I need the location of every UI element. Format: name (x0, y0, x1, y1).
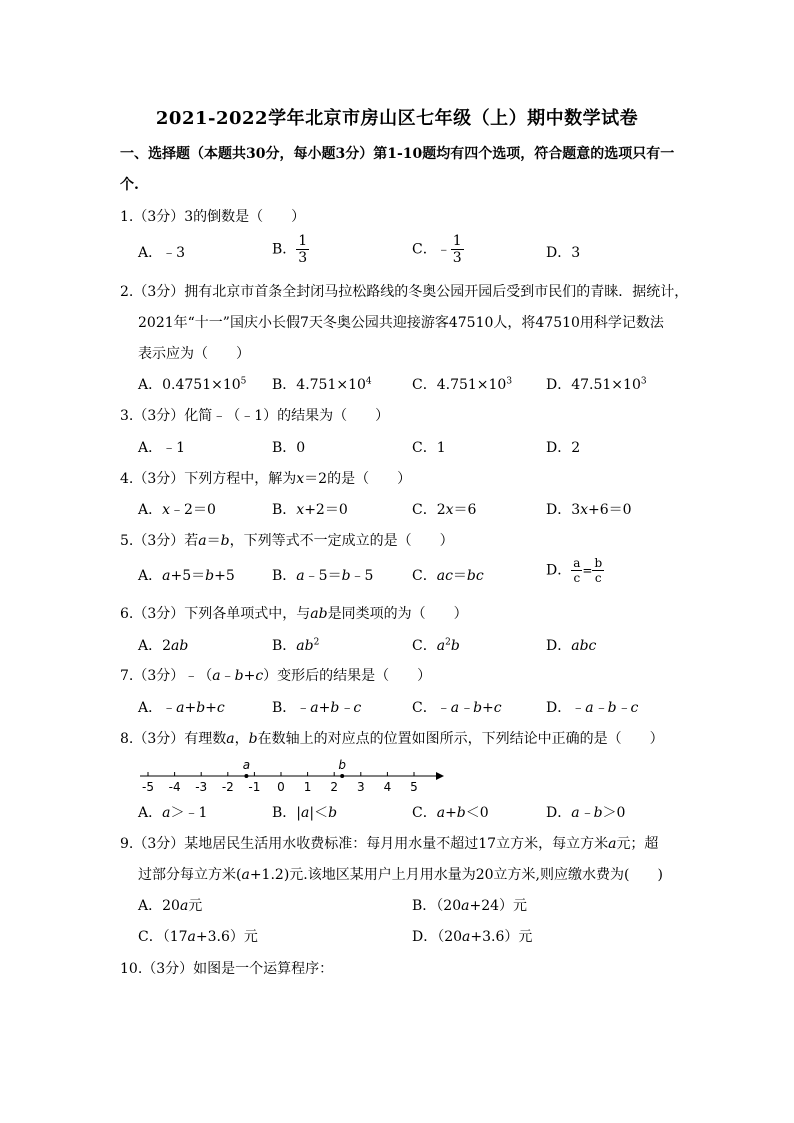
fraction: $\frac{a}{c}$ (573, 556, 581, 585)
question-1-option-b: B． $\frac{1}{3}$ (272, 233, 308, 266)
section-heading-line1: 一、选择题（本题共30分，每小题3分）第1-10题均有四个选项，符合题意的选项只有一 (120, 146, 675, 162)
point-label-b: b (338, 758, 346, 772)
question-3-stem: 3.（3分）化简﹣（﹣1）的结果为（ ） (120, 408, 390, 424)
question-3-option-a: A．﹣1 (138, 440, 186, 456)
point-marker-a (244, 774, 248, 778)
page-title: 2021-2022学年北京市房山区七年级（上）期中数学试卷 (155, 108, 639, 129)
number-line-points (243, 758, 347, 778)
question-7-option-b: B．﹣a+b﹣c (272, 700, 362, 716)
section-heading-line2: 个. (120, 177, 139, 193)
point-label-a: a (242, 758, 251, 772)
tick-label: 1 (303, 780, 312, 794)
question-1-option-a: A．﹣3 (138, 245, 186, 261)
tick-label: 5 (410, 780, 418, 794)
tick-label: -1 (248, 780, 261, 794)
question-9-option-c: C．（17a+3.6）元 (138, 929, 258, 945)
question-7-option-a: A．﹣a+b+c (138, 700, 225, 716)
question-7-option-d: D．﹣a﹣b﹣c (546, 700, 639, 716)
question-2-option-b: B．$4.751\times 10^4$ (272, 376, 372, 393)
question-2-stem-line3: 表示应为（ ） (138, 346, 250, 362)
tick-label: 3 (356, 780, 365, 794)
question-5-option-b: B．a﹣5＝b﹣5 (272, 568, 374, 584)
question-8-option-c: C．a+b＜0 (412, 805, 489, 821)
question-2-stem-line1: 2.（3分）拥有北京市首条全封闭马拉松路线的冬奥公园开园后受到市民们的青睐．据统计， (120, 284, 689, 300)
question-9-stem-line2: 过部分每立方米(a+1.2)元.该地区某用户上月用水量为20立方米,则应缴水费为( ) (138, 867, 663, 883)
question-8-option-b: B．|a|＜b (272, 805, 338, 821)
question-5-stem: 5.（3分）若a＝b，下列等式不一定成立的是（ ） (120, 533, 454, 549)
axis-arrow-icon (436, 772, 444, 780)
question-6-option-b: B．$ab^2$ (272, 637, 320, 654)
question-4-option-c: C．2x＝6 (412, 502, 477, 518)
question-2-option-c: C．$4.751\times 10^3$ (412, 376, 513, 393)
question-1-option-d: D．3 (546, 245, 581, 261)
fraction: $\frac{1}{3}$ (452, 233, 462, 266)
point-marker-b (340, 774, 344, 778)
question-7-option-c: C．﹣a﹣b+c (412, 700, 502, 716)
fraction: $\frac{1}{3}$ (298, 233, 308, 266)
question-4-stem: 4.（3分）下列方程中，解为x＝2的是（ ） (120, 471, 412, 487)
question-3-option-b: B．0 (272, 440, 306, 456)
tick-label: 4 (383, 780, 392, 794)
tick-label: 0 (277, 780, 285, 794)
question-6-option-d: D．abc (546, 638, 597, 654)
question-1-option-c: C．﹣ $\frac{1}{3}$ (412, 233, 462, 266)
question-3-option-c: C．1 (412, 440, 446, 456)
question-5-option-c: C．ac＝bc (412, 568, 484, 584)
question-4-option-d: D．3x+6＝0 (546, 502, 632, 518)
question-8-option-a: A．a＞﹣1 (138, 805, 208, 821)
number-line-ticks (142, 772, 418, 794)
question-7-stem: 7.（3分）﹣（a﹣b+c）变形后的结果是（ ） (120, 668, 432, 684)
number-line-figure (140, 752, 450, 796)
question-9-option-b: B．（20a+24）元 (412, 898, 528, 914)
question-2-stem-line2: 2021年“十一”国庆小长假7天冬奥公园共迎接游客47510人，将47510用科学记数法 (138, 315, 664, 331)
tick-label: -2 (221, 780, 234, 794)
question-6-stem: 6.（3分）下列各单项式中，与ab是同类项的为（ ） (120, 606, 468, 622)
question-10-stem: 10.（3分）如图是一个运算程序： (120, 961, 334, 977)
question-4-option-a: A．x﹣2＝0 (138, 502, 216, 518)
tick-label: -4 (168, 780, 181, 794)
question-6-option-c: C．$a^2b$ (412, 637, 460, 654)
question-8-stem: 8.（3分）有理数a，b在数轴上的对应点的位置如图所示，下列结论中正确的是（ ） (120, 731, 664, 747)
question-9-stem-line1: 9.（3分）某地居民生活用水收费标准：每月用水量不超过17立方米，每立方米a元；超 (120, 836, 659, 852)
tick-label: 2 (330, 780, 339, 794)
section-heading (120, 139, 680, 201)
question-5-option-a: A．a+5＝b+5 (138, 568, 235, 584)
question-3-option-d: D．2 (546, 440, 581, 456)
tick-label: -3 (195, 780, 208, 794)
question-8-option-d: D．a﹣b＞0 (546, 805, 626, 821)
question-2-option-d: D．$47.51\times 10^3$ (546, 376, 647, 393)
tick-label: -5 (142, 780, 154, 794)
question-2-option-a: A．$0.4751\times 10^5$ (138, 376, 247, 393)
question-9-option-a: A．20a元 (138, 898, 203, 914)
question-5-option-d: D． $\frac{a}{c}$ = $\frac{b}{c}$ (546, 556, 603, 585)
number-line-axis (140, 772, 444, 780)
question-6-option-a: A．2ab (138, 638, 189, 654)
question-4-option-b: B．x+2＝0 (272, 502, 348, 518)
question-1-stem: 1.（3分）3的倒数是（ ） (120, 209, 306, 225)
fraction: $\frac{b}{c}$ (594, 556, 603, 585)
question-9-option-d: D．（20a+3.6）元 (412, 929, 533, 945)
